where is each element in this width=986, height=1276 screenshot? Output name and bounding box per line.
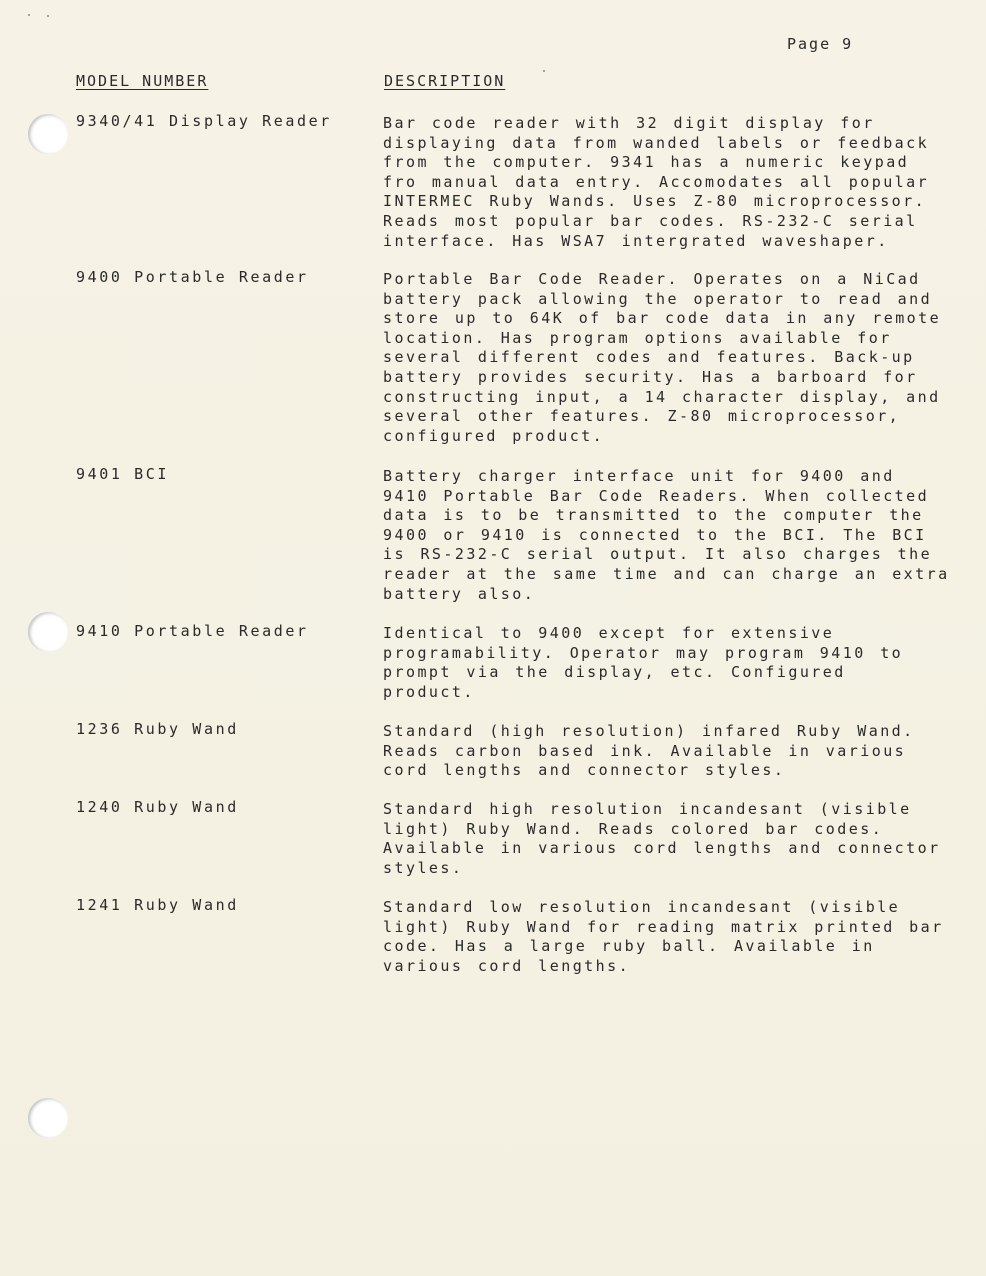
binder-hole-top <box>28 114 68 154</box>
model-name: 9410 Portable Reader <box>76 622 309 640</box>
model-description: Standard (high resolution) infared Ruby Wand. Reads carbon based ink. Available in various cord lengths and connector styles. <box>383 722 915 780</box>
model-name: 9400 Portable Reader <box>76 268 309 286</box>
model-description: Portable Bar Code Reader. Operates on a NiCad battery pack allowing the operator to read and store up to 64K of bar code data in any remote location. Has program options available for several different codes and features. Back-up battery provides security. Has a barboard for constructing input, a 14 character display, and several other features. Z-80 microprocessor, configured product. <box>383 270 942 445</box>
model-name: 9401 BCI <box>76 465 170 483</box>
binder-hole-middle <box>28 612 68 652</box>
description-header: DESCRIPTION <box>384 72 506 90</box>
page-number: Page 9 <box>787 35 854 53</box>
model-description: Battery charger interface unit for 9400 and 9410 Portable Bar Code Readers. When collected data is to be transmitted to the computer the 9400 or 9410 is connected to the BCI. The BCI is RS-232-C serial output. It also charges the reader at the same time and can charge an extra battery also. <box>383 467 950 603</box>
paper-speck <box>543 70 545 72</box>
model-number-header: MODEL NUMBER <box>76 72 209 90</box>
model-name: 1236 Ruby Wand <box>76 720 239 738</box>
paper-speck <box>47 15 49 17</box>
model-description: Identical to 9400 except for extensive programability. Operator may program 9410 to prompt via the display, etc. Configured product. <box>383 624 904 701</box>
model-name: 1241 Ruby Wand <box>76 896 239 914</box>
model-description: Standard low resolution incandesant (visible light) Ruby Wand for reading matrix printed bar code. Has a large ruby ball. Available in various cord lengths. <box>383 898 944 975</box>
binder-hole-bottom <box>28 1098 68 1138</box>
model-name: 1240 Ruby Wand <box>76 798 239 816</box>
model-name: 9340/41 Display Reader <box>76 112 332 130</box>
model-description: Standard high resolution incandesant (visible light) Ruby Wand. Reads colored bar codes. Available in various cord lengths and connector styles. <box>383 800 941 877</box>
paper-speck <box>28 14 30 16</box>
model-description: Bar code reader with 32 digit display for displaying data from wanded labels or feedback from the computer. 9341 has a numeric keypad fro manual data entry. Accomodates all popular INTERMEC Ruby Wands. Uses Z-80 microprocessor. Reads most popular bar codes. RS-232-C serial interface. Has WSA7 intergrated waveshaper. <box>383 114 930 250</box>
